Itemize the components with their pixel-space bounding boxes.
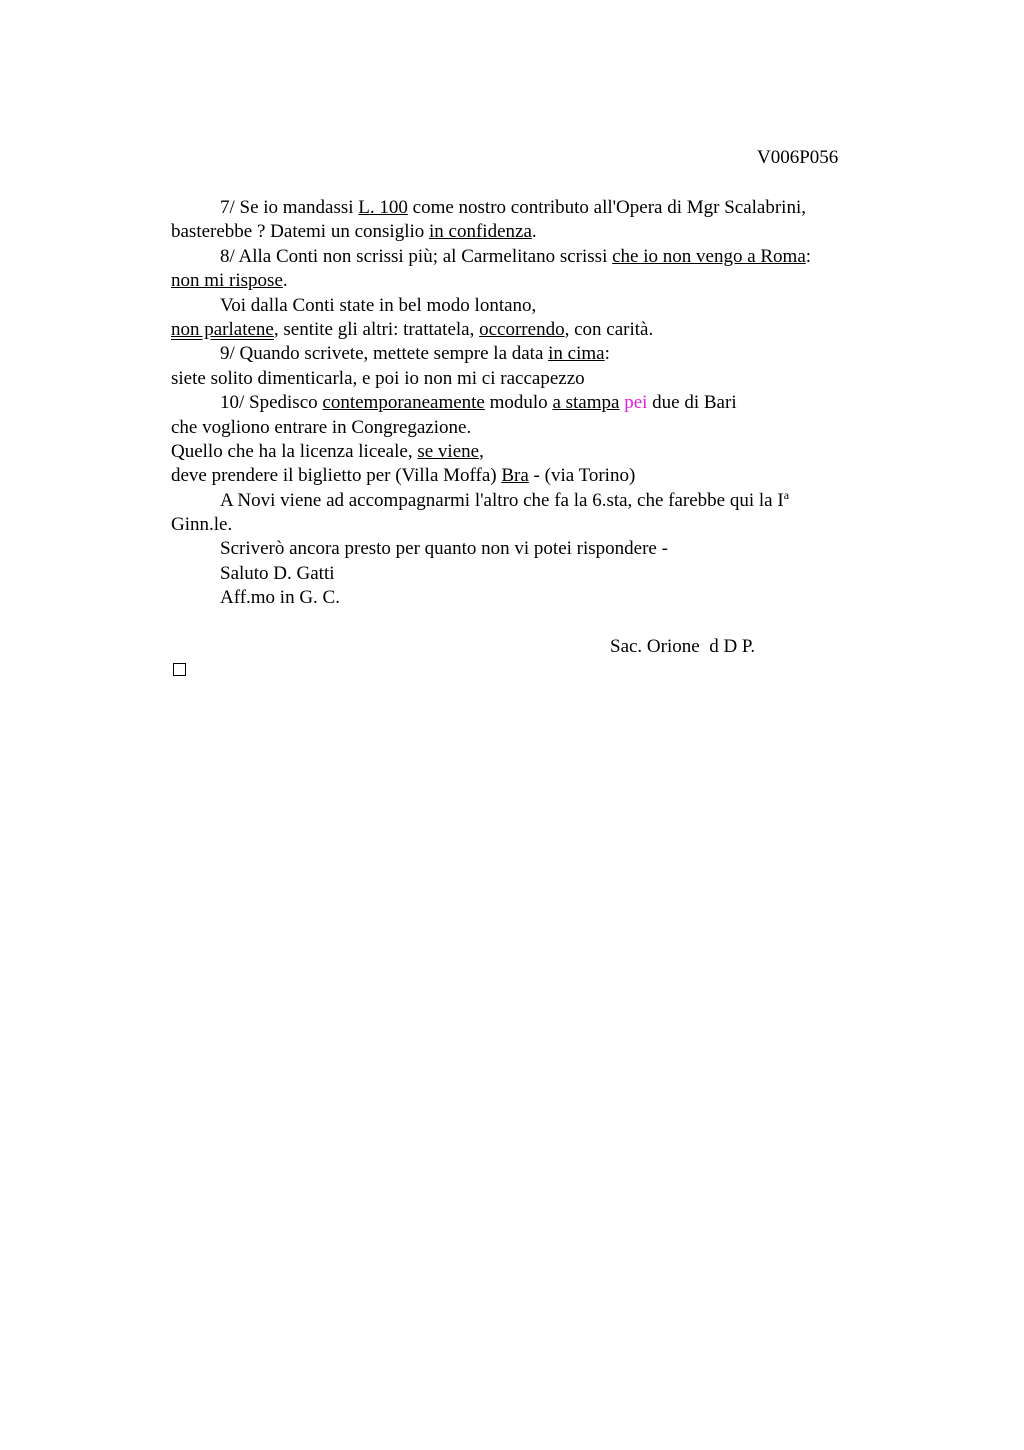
text: 7/ Se io mandassi [220, 197, 359, 218]
text: 9/ Quando scrivete, mettete sempre la data [220, 343, 549, 365]
paragraph-10-line-1 [171, 391, 891, 415]
underlined-text: Bra [501, 465, 529, 487]
paragraph-9-line-2: siete solito dimenticarla, e poi io non mi ci raccapezzo [171, 367, 585, 389]
text: Quello che ha la licenza liceale, [171, 440, 418, 462]
underlined-text: L. 100 [358, 197, 408, 218]
closing-line-1: Scriverò ancora presto per quanto non vi potei rispondere - [220, 538, 668, 560]
text: basterebbe ? Datemi un consiglio [171, 221, 430, 243]
text: due di Bari [647, 392, 737, 414]
paragraph-7-line-1 [171, 196, 891, 220]
paragraph-10-line-3 [171, 440, 891, 464]
text: , con carità. [564, 318, 654, 340]
underlined-text: se viene [417, 440, 480, 462]
text: , [479, 440, 484, 462]
superscript: a [783, 487, 790, 502]
double-underlined-text: non parlatene [171, 318, 274, 340]
text: deve prendere il biglietto per (Villa Moffa) [171, 465, 502, 487]
underlined-text: a stampa [552, 392, 620, 414]
text: : [805, 245, 812, 267]
paragraph-8-line-3: Voi dalla Conti state in bel modo lontano, [220, 294, 537, 316]
underlined-text: che io non vengo a Roma [612, 245, 806, 267]
box-glyph-icon [173, 663, 186, 676]
paragraph-9-line-1 [171, 342, 891, 366]
document-id: V006P056 [757, 147, 839, 168]
highlighted-word: pei [624, 392, 648, 414]
paragraph-10-line-2: che vogliono entrare in Congregazione. [171, 416, 472, 438]
text: A Novi viene ad accompagnarmi l'altro che fa la 6.sta, che farebbe qui la I [220, 489, 784, 511]
paragraph-11-line-2: Ginn.le. [171, 514, 233, 536]
underlined-text: non mi rispose [171, 270, 283, 292]
text: 10/ Spedisco [220, 392, 323, 414]
paragraph-8-line-4 [171, 318, 891, 342]
paragraph-11-line-1 [171, 489, 891, 513]
closing-line-2: Saluto D. Gatti [220, 562, 335, 584]
text: , sentite gli altri: trattatela, [273, 318, 480, 340]
text: 8/ Alla Conti non scrissi più; al Carmelitano scrissi [220, 245, 613, 267]
text: . [282, 270, 288, 292]
text: come nostro contributo all'Opera di Mgr Scalabrini, [407, 197, 806, 218]
text: modulo [484, 392, 553, 414]
text: - (via Torino) [528, 465, 636, 487]
paragraph-8-line-2 [171, 269, 891, 293]
underlined-text: contemporaneamente [322, 392, 485, 414]
text: . [531, 221, 537, 243]
signature: Sac. Orione d D P. [610, 636, 756, 657]
underlined-text: in cima [548, 343, 605, 365]
paragraph-8-line-1 [171, 245, 891, 269]
letter-body [171, 196, 891, 611]
paragraph-7-line-2 [171, 220, 891, 244]
underlined-text: in confidenza [429, 221, 532, 243]
text: : [604, 343, 610, 365]
closing-line-3: Aff.mo in G. C. [220, 587, 340, 609]
underlined-text: occorrendo [479, 318, 565, 340]
paragraph-10-line-4 [171, 464, 891, 488]
